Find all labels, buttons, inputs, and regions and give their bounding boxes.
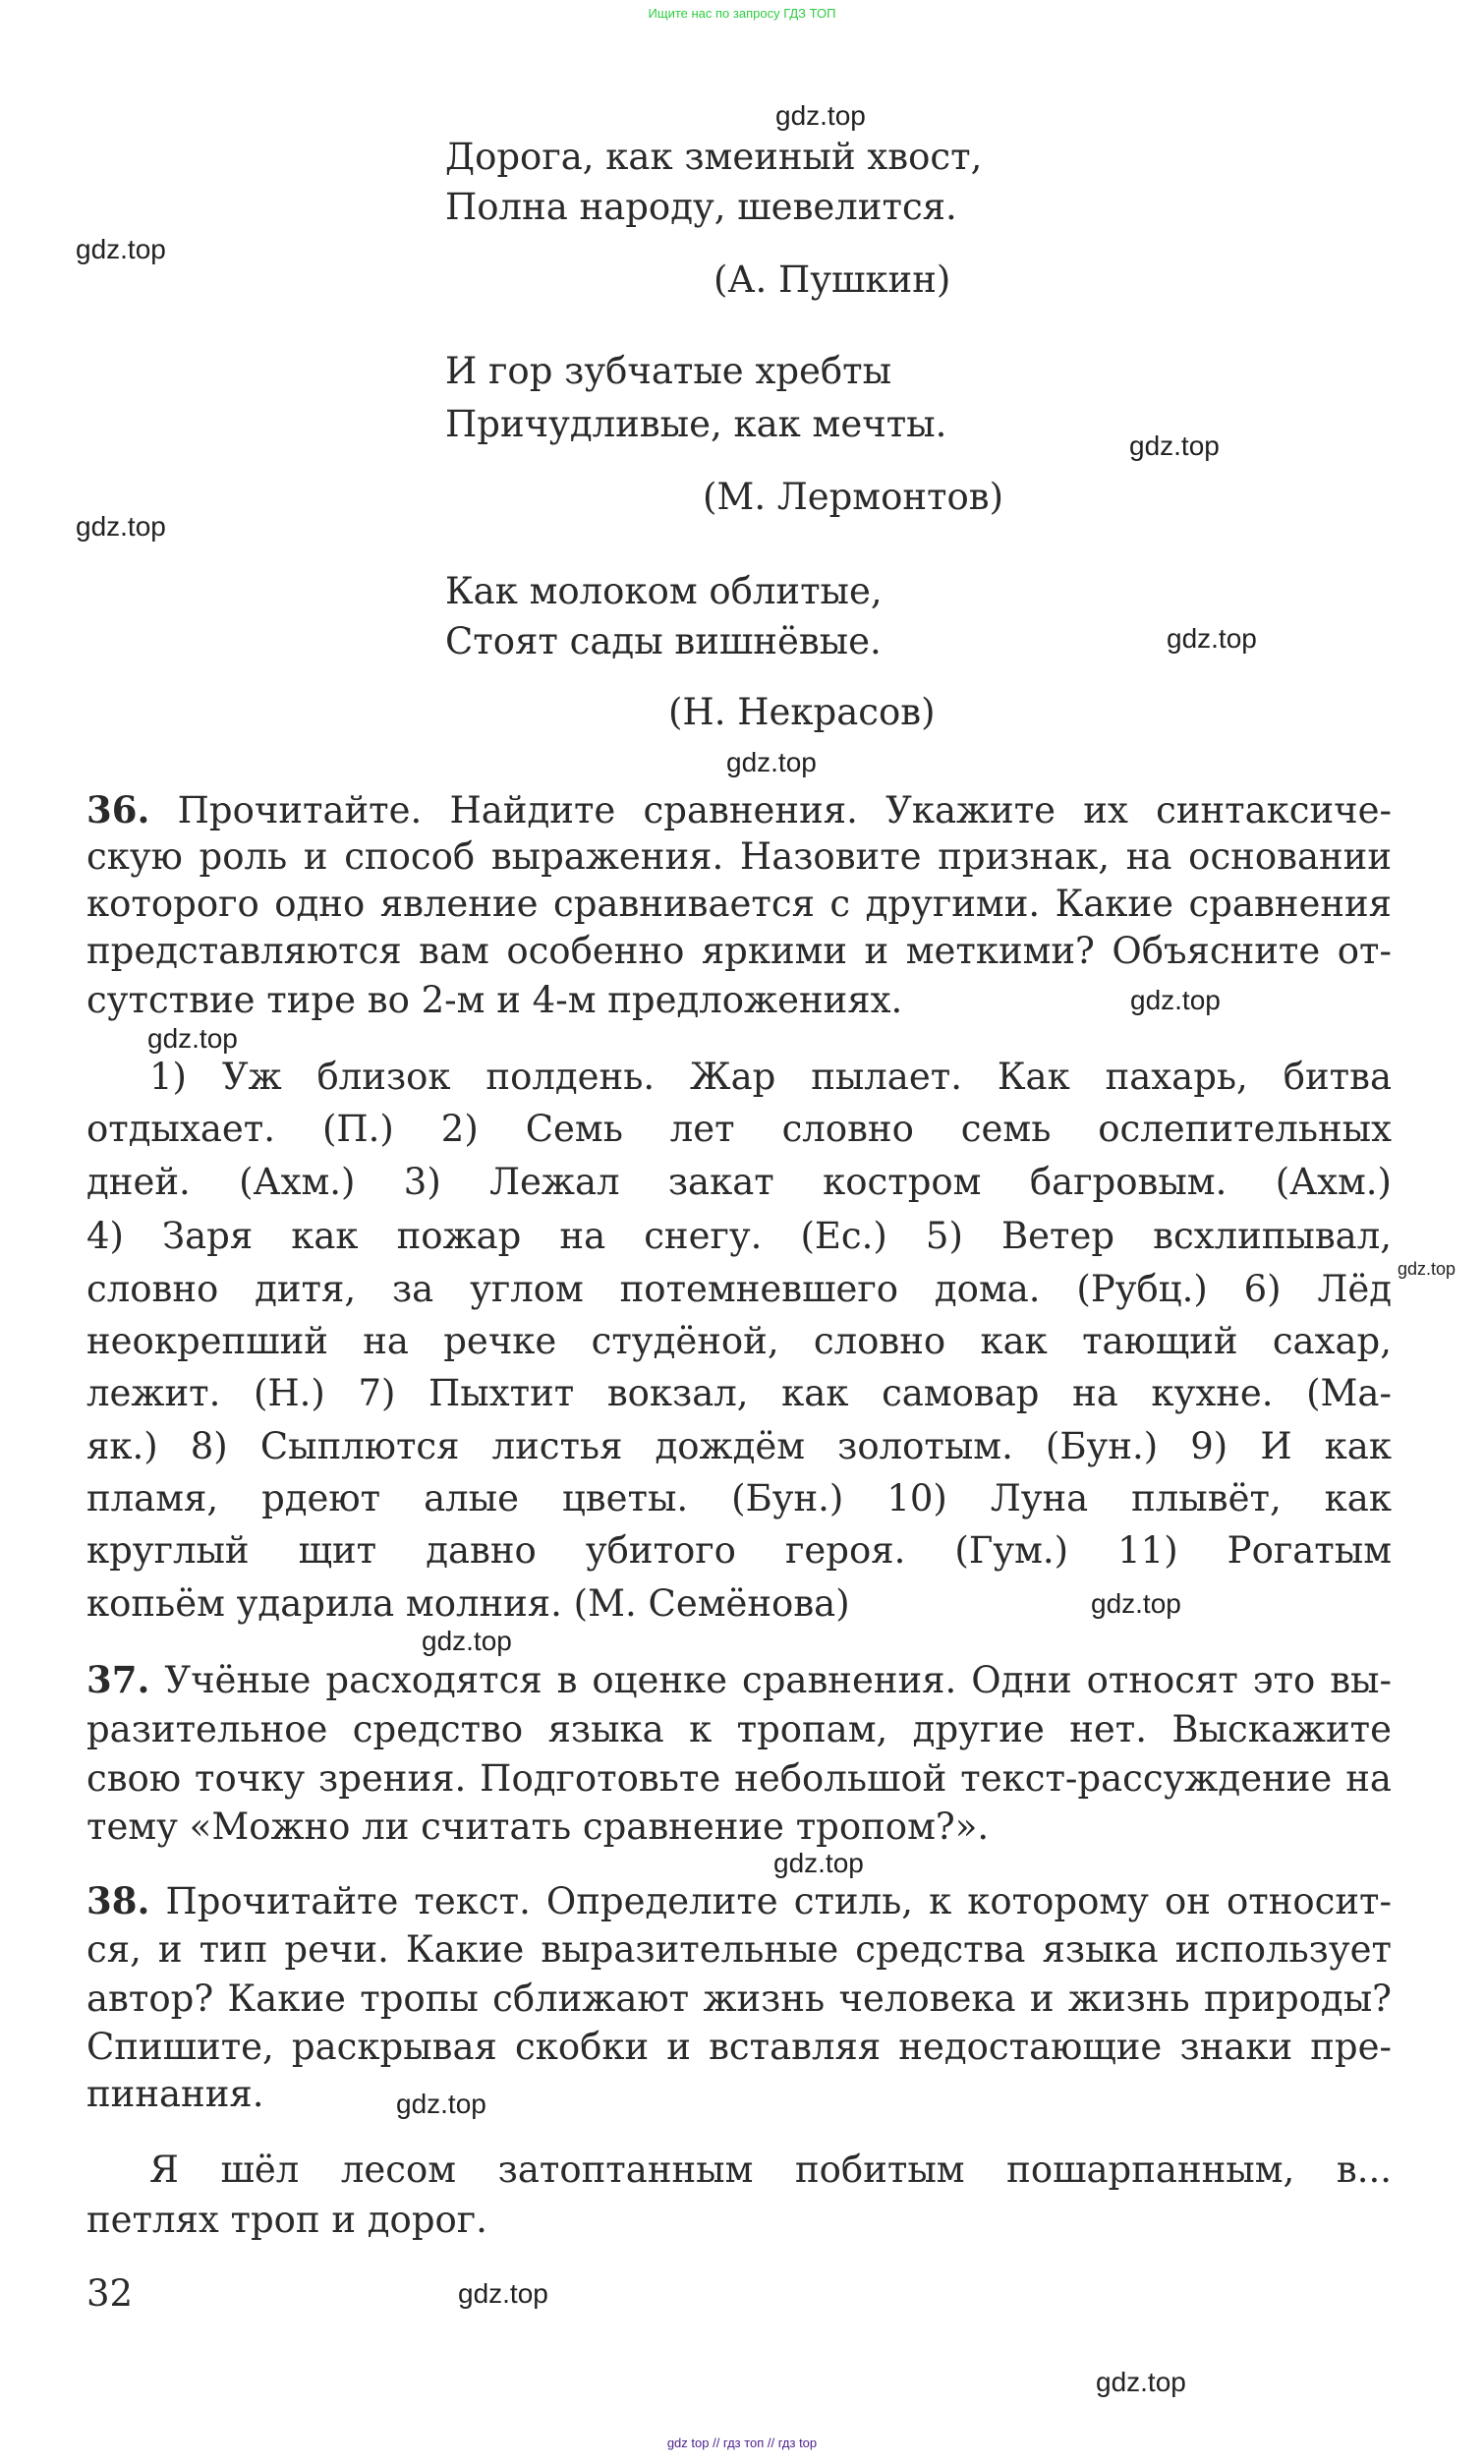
exercise-number: 38.: [86, 1879, 150, 1922]
watermark: gdz.top: [147, 1023, 238, 1054]
watermark: gdz.top: [1130, 985, 1221, 1015]
example-line: отдыхает. (П.) 2) Семь лет словно семь ослепительных: [86, 1108, 1392, 1150]
poem-line: И гор зубчатые хребты: [445, 350, 892, 392]
poem-line: Полна народу, шевелится.: [445, 186, 957, 228]
example-line: лежит. (Н.) 7) Пыхтит вокзал, как самовар на кухне. (Ма-: [86, 1372, 1392, 1414]
watermark: gdz.top: [396, 2089, 486, 2119]
watermark: gdz.top: [458, 2278, 548, 2309]
example-line: неокрепший на речке студёной, словно как тающий сахар,: [86, 1320, 1392, 1362]
exercise-line: свою точку зрения. Подготовьте небольшой текст-рассуждение на: [86, 1757, 1392, 1800]
exercise-line: [86, 788, 1392, 831]
watermark: gdz.top: [1129, 430, 1220, 461]
watermark: gdz.top: [773, 1848, 864, 1878]
exercise-line: скую роль и способ выражения. Назовите признак, на основании: [86, 835, 1392, 878]
watermark: gdz.top: [1398, 1259, 1456, 1279]
exercise-number: 36.: [86, 788, 150, 831]
watermark: gdz.top: [1091, 1588, 1181, 1619]
text-line: петлях троп и дорог.: [86, 2199, 487, 2241]
watermark: gdz.top: [1096, 2367, 1186, 2397]
exercise-line: ся, и тип речи. Какие выразительные средства языка использует: [86, 1928, 1392, 1971]
poem-author: (М. Лермонтов): [703, 476, 1004, 518]
footer-banner: gdz top // гдз топ // гдз top: [666, 2435, 818, 2450]
watermark: gdz.top: [76, 234, 166, 264]
poem-author: (А. Пушкин): [713, 258, 951, 301]
exercise-line: автор? Какие тропы сближают жизнь человека и жизнь природы?: [86, 1977, 1392, 2020]
poem-line: Причудливые, как мечты.: [445, 403, 947, 445]
exercise-number: 37.: [86, 1658, 150, 1701]
exercise-line: [86, 1879, 1392, 1922]
poem-author: (Н. Некрасов): [668, 691, 936, 733]
header-banner: Ищите нас по запросу ГДЗ ТОП: [648, 6, 836, 21]
example-line: дней. (Ахм.) 3) Лежал закат костром багровым. (Ахм.): [86, 1161, 1392, 1203]
example-line: 1) Уж близок полдень. Жар пылает. Как пахарь, битва: [149, 1056, 1392, 1098]
watermark: gdz.top: [1167, 623, 1257, 654]
poem-line: Стоят сады вишнёвые.: [445, 620, 882, 662]
watermark: gdz.top: [726, 747, 817, 777]
watermark: gdz.top: [422, 1626, 512, 1656]
exercise-line: представляются вам особенно яркими и меткими? Объясните от-: [86, 930, 1392, 972]
example-line: як.) 8) Сыплются листья дождём золотым. (Бун.) 9) И как: [86, 1425, 1392, 1467]
exercise-text: Учёные расходятся в оценке сравнения. Одни относят это вы-: [164, 1659, 1392, 1701]
example-line: словно дитя, за углом потемневшего дома. (Рубц.) 6) Лёд: [86, 1268, 1392, 1310]
exercise-text: Прочитайте текст. Определите стиль, к которому он относит-: [165, 1880, 1392, 1922]
exercise-line: которого одно явление сравнивается с другими. Какие сравнения: [86, 883, 1392, 925]
example-line: пламя, рдеют алые цветы. (Бун.) 10) Луна плывёт, как: [86, 1477, 1392, 1519]
watermark: gdz.top: [775, 100, 866, 131]
exercise-text: Прочитайте. Найдите сравнения. Укажите их синтаксиче-: [177, 789, 1392, 831]
example-line: 4) Заря как пожар на снегу. (Ес.) 5) Ветер всхлипывал,: [86, 1215, 1392, 1257]
watermark: gdz.top: [76, 511, 166, 542]
exercise-line: разительное средство языка к тропам, другие нет. Выскажите: [86, 1708, 1392, 1750]
example-line: копьём ударила молния. (М. Семёнова): [86, 1582, 850, 1625]
text-line: Я шёл лесом затоптанным побитым пошарпанным, в...: [149, 2149, 1392, 2191]
example-line: круглый щит давно убитого героя. (Гум.) 11) Рогатым: [86, 1529, 1392, 1572]
exercise-line: [86, 1658, 1392, 1701]
page-number: 32: [86, 2272, 134, 2315]
exercise-line: тему «Можно ли считать сравнение тропом?».: [86, 1805, 990, 1848]
exercise-line: Спишите, раскрывая скобки и вставляя недостающие знаки пре-: [86, 2026, 1392, 2068]
poem-line: Как молоком облитые,: [445, 570, 883, 612]
exercise-line: сутствие тире во 2-м и 4-м предложениях.: [86, 979, 903, 1021]
exercise-line: пинания.: [86, 2073, 264, 2115]
poem-line: Дорога, как змеиный хвост,: [445, 136, 983, 178]
